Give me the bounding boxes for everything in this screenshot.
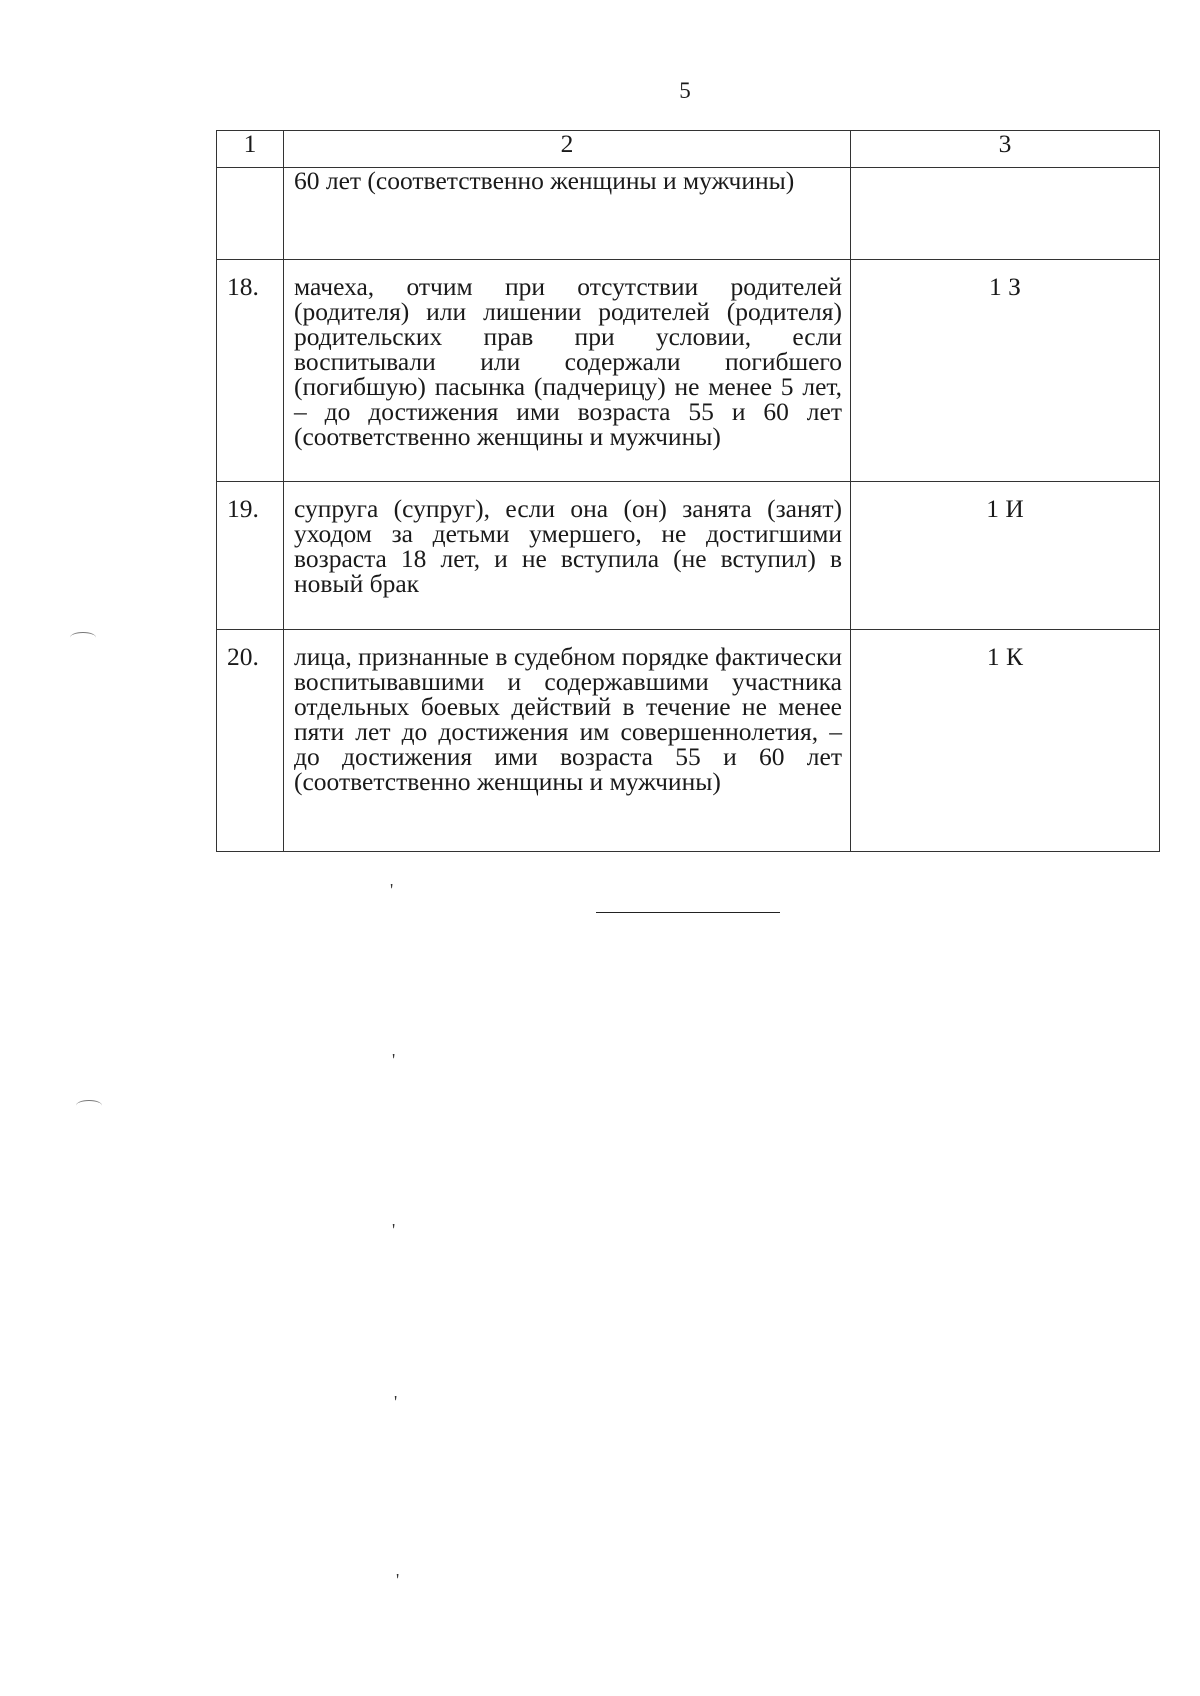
scan-speck: ' xyxy=(390,880,394,900)
scan-speck: ' xyxy=(394,1392,398,1412)
row-text: 60 лет (соответственно женщины и мужчины) xyxy=(284,168,851,260)
scan-speck: ' xyxy=(392,1050,396,1070)
page-number: 5 xyxy=(679,78,691,103)
row-code: 1 К xyxy=(851,630,1160,852)
row-code: 1 З xyxy=(851,260,1160,482)
row-number xyxy=(217,168,284,260)
scan-mark xyxy=(76,1100,102,1111)
table-row xyxy=(217,260,1160,482)
scan-mark xyxy=(70,632,96,643)
table-row xyxy=(217,630,1160,852)
scan-speck: ' xyxy=(392,1220,396,1240)
scan-speck: ' xyxy=(396,1570,400,1590)
row-text: лица, признанные в судебном порядке фактически воспитывавшими и содержавшими участника отдельных боевых действий в течение не менее пяти лет до достижения им совершеннолетия, – до достижения ими возраста 55 и 60 лет (соответственно женщины и мужчины) xyxy=(284,630,851,852)
table-row xyxy=(217,482,1160,630)
row-number: 18. xyxy=(217,260,284,482)
benefits-table xyxy=(216,130,1160,852)
table-header-row xyxy=(217,131,1160,168)
row-text: супруга (супруг), если она (он) занята (занят) уходом за детьми умершего, не достигшими возраста 18 лет, и не вступила (не вступил) в новый брак xyxy=(284,482,851,630)
row-code xyxy=(851,168,1160,260)
header-col-1: 1 xyxy=(217,131,284,168)
table-row xyxy=(217,168,1160,260)
header-col-2: 2 xyxy=(284,131,851,168)
header-col-3: 3 xyxy=(851,131,1160,168)
row-code: 1 И xyxy=(851,482,1160,630)
row-number: 19. xyxy=(217,482,284,630)
row-text: мачеха, отчим при отсутствии родителей (родителя) или лишении родителей (родителя) родительских прав при условии, если воспитывали или содержали погибшего (погибшую) пасынка (падчерицу) не менее 5 лет, – до достижения ими возраста 55 и 60 лет (соответственно женщины и мужчины) xyxy=(284,260,851,482)
closing-rule xyxy=(596,912,780,913)
row-number: 20. xyxy=(217,630,284,852)
